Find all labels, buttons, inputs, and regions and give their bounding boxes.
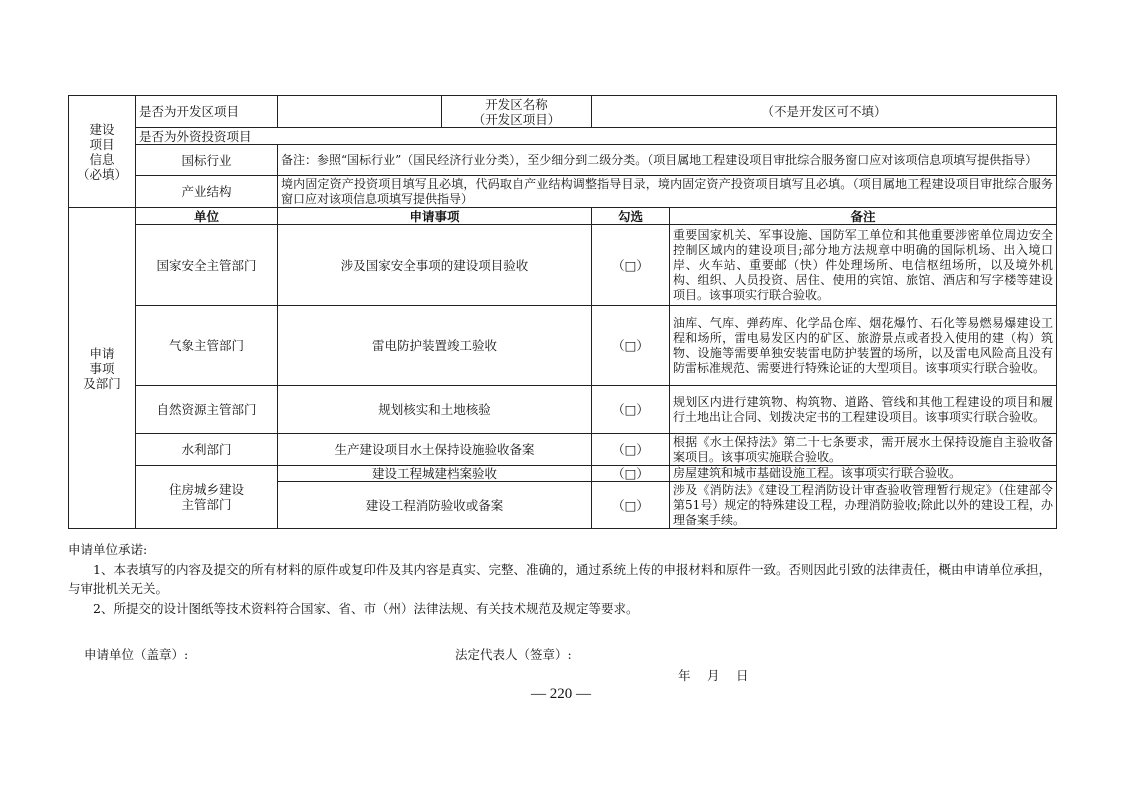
table-row (69, 466, 1057, 482)
row-checkbox[interactable]: （□） (592, 386, 670, 434)
legal-rep-signature-label: 法定代表人（签章）: (455, 647, 572, 662)
page-number: — 220 — (531, 686, 591, 702)
applicant-seal-label: 申请单位（盖章）: (84, 647, 189, 662)
dev-zone-row (69, 96, 1057, 128)
is-foreign-investment-label[interactable]: 是否为外资投资项目 (136, 128, 1057, 145)
construction-info-group-label: 建设 项目 信息 （必填） (69, 96, 136, 208)
row-checkbox[interactable]: （□） (592, 482, 670, 529)
row-note: 房屋建筑和城市基础设施工程。该事项实行联合验收。 (670, 466, 1057, 482)
row-checkbox[interactable]: （□） (592, 434, 670, 466)
date-label: 年 月 日 (678, 668, 751, 683)
commitment-section (68, 540, 1058, 618)
industry-row (69, 145, 1057, 176)
industry-note[interactable]: 备注：参照“国标行业”（国民经济行业分类），至少细分到二级分类。（项目属地工程建设项目审批综合服务窗口应对该项信息项填写提供指导） (278, 145, 1057, 176)
is-dev-zone-label: 是否为开发区项目 (136, 96, 278, 128)
header-check: 勾选 (592, 208, 670, 225)
application-group-label: 申请 事项 及部门 (69, 208, 136, 529)
header-unit: 单位 (136, 208, 278, 225)
housing-unit: 住房城乡建设 主管部门 (136, 466, 278, 529)
row-unit: 自然资源主管部门 (136, 386, 278, 434)
row-item: 建设工程消防验收或备案 (278, 482, 592, 529)
dev-zone-name-label: 开发区名称 （开发区项目） (442, 96, 592, 128)
industry-label: 国标行业 (136, 145, 278, 176)
row-unit: 水利部门 (136, 434, 278, 466)
row-item: 生产建设项目水土保持设施验收备案 (278, 434, 592, 466)
row-note: 规划区内进行建筑物、构筑物、道路、管线和其他工程建设的项目和履行土地出让合同、划拨决定书的工程建设项目。该事项实行联合验收。 (670, 386, 1057, 434)
row-item: 规划核实和土地核验 (278, 386, 592, 434)
row-item: 建设工程城建档案验收 (278, 466, 592, 482)
table-row (69, 386, 1057, 434)
row-unit: 国家安全主管部门 (136, 225, 278, 306)
commitment-item-1: 1、本表填写的内容及提交的所有材料的原件或复印件及其内容是真实、完整、准确的，通过系统上传的申报材料和原件一致。否则因此引致的法律责任，概由申请单位承担，与审批机关无关。 (68, 561, 1051, 596)
application-header-row (69, 208, 1057, 225)
table-row (69, 434, 1057, 466)
structure-note[interactable]: 境内固定资产投资项目填写且必填，代码取自产业结构调整指导目录，境内固定资产投资项目填写且必填。（项目属地工程建设项目审批综合服务窗口应对该项信息项填写提供指导） (278, 176, 1057, 208)
commitment-item-2: 2、所提交的设计图纸等技术资料符合国家、省、市（州）法律法规、有关技术规范及规定等要求。 (93, 600, 639, 616)
structure-label: 产业结构 (136, 176, 278, 208)
row-checkbox[interactable]: （□） (592, 306, 670, 386)
table-row (69, 225, 1057, 306)
row-unit: 气象主管部门 (136, 306, 278, 386)
row-checkbox[interactable]: （□） (592, 225, 670, 306)
foreign-investment-row (69, 128, 1057, 145)
structure-row (69, 176, 1057, 208)
row-item: 雷电防护装置竣工验收 (278, 306, 592, 386)
row-item: 涉及国家安全事项的建设项目验收 (278, 225, 592, 306)
dev-zone-name-note[interactable]: （不是开发区可不填） (592, 96, 1057, 128)
commitment-title: 申请单位承诺: (68, 542, 148, 557)
row-note: 根据《水土保持法》第二十七条要求，需开展水土保持设施自主验收备案项目。该事项实施联合验收。 (670, 434, 1057, 466)
table-row (69, 306, 1057, 386)
is-dev-zone-value-cell[interactable] (278, 96, 442, 128)
header-note: 备注 (670, 208, 1057, 225)
row-note: 重要国家机关、军事设施、国防军工单位和其他重要涉密单位周边安全控制区域内的建设项目;部分地方法规章中明确的国际机场、出入境口岸、火车站、重要邮（快）件处理场所、电信枢纽场所，以及境外机构、组织、人员投资、居住、使用的宾馆、旅馆、酒店和写字楼等建设项目。该事项实行联合验收。 (670, 225, 1057, 306)
header-item: 申请事项 (278, 208, 592, 225)
application-form-table (68, 95, 1057, 529)
row-note: 油库、气库、弹药库、化学品仓库、烟花爆竹、石化等易燃易爆建设工程和场所，雷电易发区内的矿区、旅游景点或者投入使用的建（构）筑物、设施等需要单独安装雷电防护装置的场所，以及雷电风险高且没有防雷标准规范、需要进行特殊论证的大型项目。该事项实行联合验收。 (670, 306, 1057, 386)
row-note: 涉及《消防法》《建设工程消防设计审查验收管理暂行规定》（住建部令第51号）规定的特殊建设工程，办理消防验收;除此以外的建设工程，办理备案手续。 (670, 482, 1057, 529)
row-checkbox[interactable]: （□） (592, 466, 670, 482)
